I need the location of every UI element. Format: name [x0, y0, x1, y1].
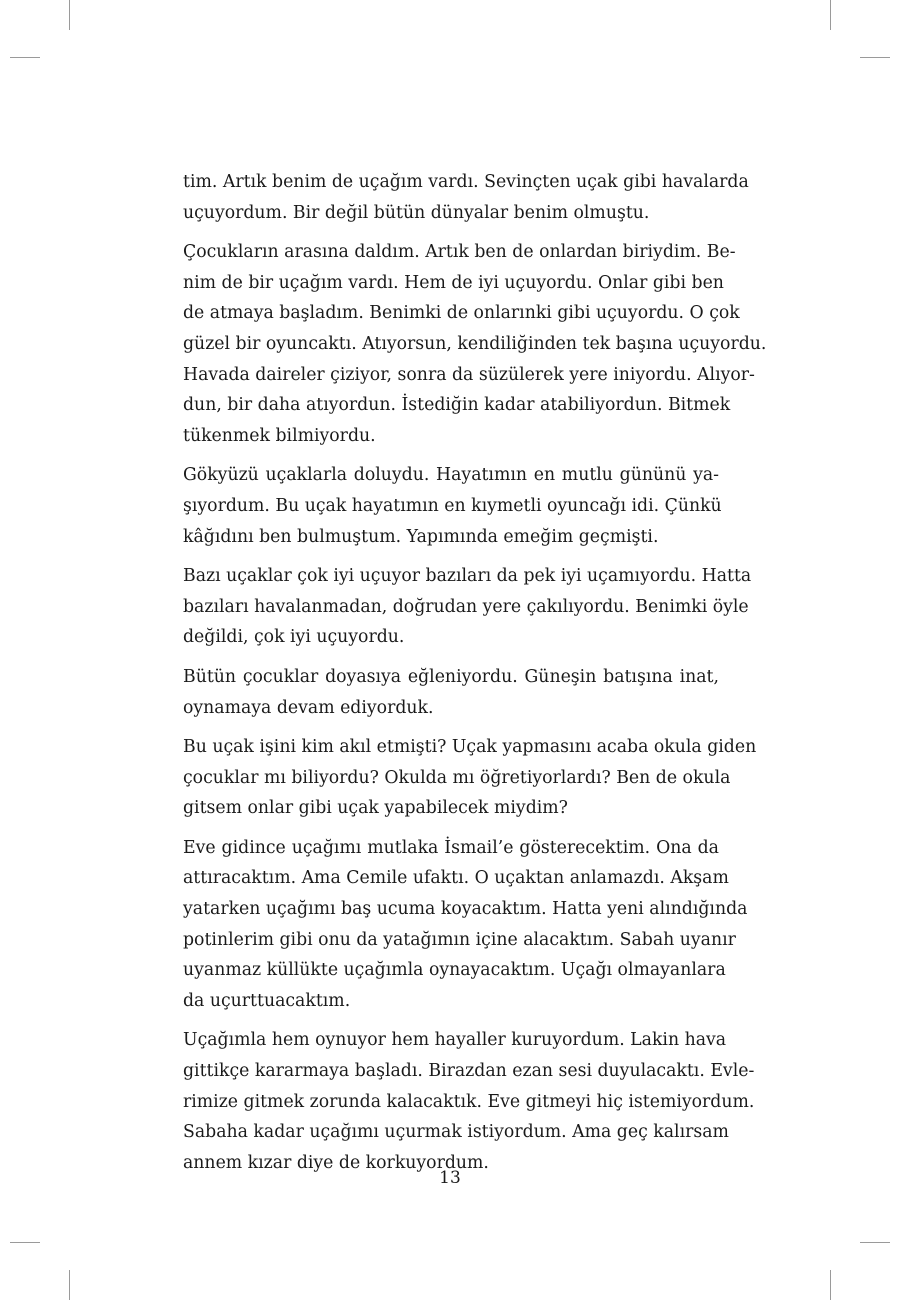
crop-mark-top-right: [830, 0, 831, 30]
crop-mark-bottom-right: [830, 1270, 831, 1300]
text-line: Sabaha kadar uçağımı uçurmak istiyordum. Ama geç kalırsam: [183, 1122, 729, 1143]
text-line: güzel bir oyuncaktı. Atıyorsun, kendiliğinden tek başına uçuyordu.: [183, 333, 767, 354]
text-line: kâğıdını ben bulmuştum. Yapımında emeğim geçmişti.: [183, 526, 659, 547]
paragraph: [183, 732, 757, 824]
crop-mark-top-left: [69, 0, 70, 30]
text-line: çocuklar mı biliyordu? Okulda mı öğretiyorlardı? Ben de okula: [183, 767, 731, 788]
text-line: da uçurttuacaktım.: [183, 990, 351, 1011]
text-line: Bazı uçaklar çok iyi uçuyor bazıları da pek iyi uçamıyordu. Hatta: [183, 566, 752, 587]
text-line: dun, bir daha atıyordun. İstediğin kadar atabiliyordun. Bitmek: [183, 395, 731, 416]
paragraph: [183, 460, 722, 552]
page-number: 13: [439, 1168, 461, 1188]
text-line: şıyordum. Bu uçak hayatımın en kıymetli oyuncağı idi. Çünkü: [183, 495, 722, 516]
text-line: Eve gidince uçağımı mutlaka İsmail’e gösterecektim. Ona da: [183, 837, 719, 858]
paragraph: [183, 662, 719, 723]
text-line: potinlerim gibi onu da yatağımın içine alacaktım. Sabah uyanır: [183, 929, 736, 950]
crop-mark-bottom-left: [69, 1270, 70, 1300]
text-line: uçuyordum. Bir değil bütün dünyalar benim olmuştu.: [183, 202, 650, 223]
text-line: rimize gitmek zorunda kalacaktık. Eve gitmeyi hiç istemiyordum.: [183, 1091, 755, 1112]
text-line: Bütün çocuklar doyasıya eğleniyordu. Güneşin batışına inat,: [183, 666, 719, 687]
paragraph: [183, 167, 749, 228]
text-line: Uçağımla hem oynuyor hem hayaller kuruyordum. Lakin hava: [183, 1030, 727, 1051]
text-line: nim de bir uçağım vardı. Hem de iyi uçuyordu. Onlar gibi ben: [183, 272, 724, 293]
text-line: attıracaktım. Ama Cemile ufaktı. O uçaktan anlamazdı. Akşam: [183, 868, 729, 889]
text-line: Havada daireler çiziyor, sonra da süzülerek yere iniyordu. Alıyor-: [183, 364, 755, 385]
body-text: [183, 167, 767, 1187]
paragraph: [183, 833, 748, 1017]
text-line: Çocukların arasına daldım. Artık ben de onlardan biriydim. Be-: [183, 242, 736, 263]
text-line: uyanmaz küllükte uçağımla oynayacaktım. Uçağı olmayanlara: [183, 960, 726, 981]
text-line: bazıları havalanmadan, doğrudan yere çakılıyordu. Benimki öyle: [183, 596, 749, 617]
text-line: değildi, çok iyi uçuyordu.: [183, 627, 405, 648]
text-line: tim. Artık benim de uçağım vardı. Sevinçten uçak gibi havalarda: [183, 172, 749, 192]
crop-mark-right-top: [860, 57, 890, 58]
text-line: de atmaya başladım. Benimki de onlarınki gibi uçuyordu. O çok: [183, 303, 740, 324]
text-line: Bu uçak işini kim akıl etmişti? Uçak yapmasını acaba okula giden: [183, 737, 757, 758]
text-line: annem kızar diye de korkuyordum.: [183, 1152, 489, 1173]
text-line: yatarken uçağımı baş ucuma koyacaktım. Hatta yeni alındığında: [183, 899, 748, 920]
crop-mark-left-top: [10, 57, 40, 58]
paragraph: [183, 1025, 755, 1178]
crop-mark-right-bottom: [860, 1242, 890, 1243]
paragraph: [183, 561, 752, 653]
text-line: gittikçe kararmaya başladı. Birazdan ezan sesi duyulacaktı. Evle-: [183, 1061, 755, 1082]
paragraph: [183, 237, 767, 451]
text-line: tükenmek bilmiyordu.: [183, 425, 376, 446]
text-line: gitsem onlar gibi uçak yapabilecek miydim?: [183, 798, 568, 819]
text-line: Gökyüzü uçaklarla doluydu. Hayatımın en mutlu gününü ya-: [183, 465, 719, 486]
text-line: oynamaya devam ediyorduk.: [183, 697, 434, 718]
crop-mark-left-bottom: [10, 1242, 40, 1243]
